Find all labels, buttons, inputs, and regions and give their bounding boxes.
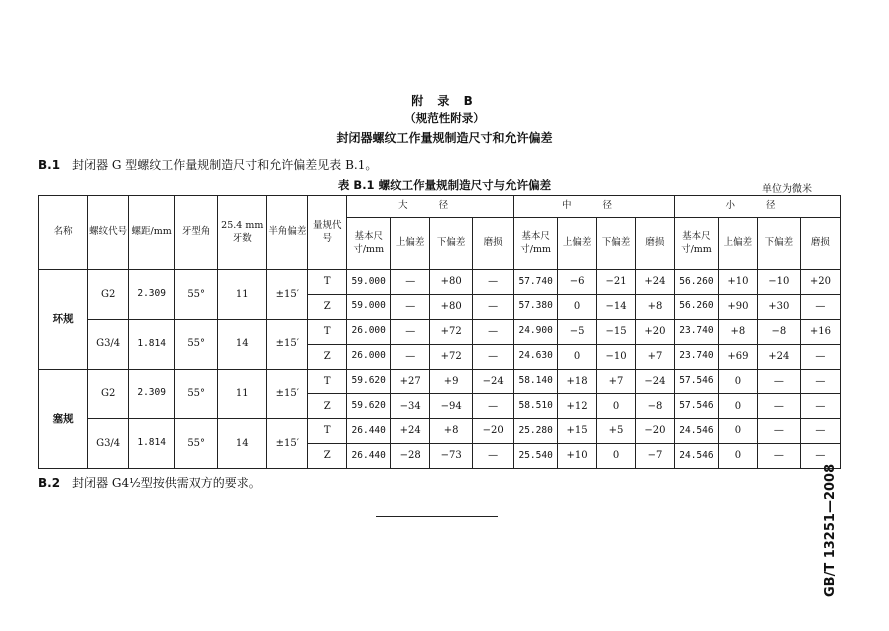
- thread-angle: 55°: [175, 369, 218, 419]
- pitch-diameter-wear: +7: [635, 344, 674, 369]
- major-diameter-basic-size: 59.620: [347, 369, 391, 394]
- minor-diameter-basic-size: 23.740: [674, 319, 718, 344]
- major-diameter-wear: —: [473, 270, 514, 295]
- major-diameter-wear: −24: [473, 369, 514, 394]
- minor-diameter-basic-size: 57.546: [674, 394, 718, 419]
- gauge-code: T: [308, 270, 347, 295]
- major-diameter-wear: −20: [473, 419, 514, 444]
- major-diameter-upper-deviation: —: [391, 294, 430, 319]
- pitch-diameter-basic-size: 57.380: [514, 294, 558, 319]
- thread-code: G3/4: [88, 319, 129, 369]
- minor-diameter-upper-deviation: 0: [718, 369, 757, 394]
- thread-angle: 55°: [175, 270, 218, 320]
- header-pitch-diameter: 中 径: [514, 196, 675, 218]
- gauge-code: T: [308, 369, 347, 394]
- pitch-diameter-upper-deviation: +18: [558, 369, 597, 394]
- header-pitch-basic: 基本尺寸/mm: [514, 218, 558, 270]
- header-minor-upper: 上偏差: [718, 218, 757, 270]
- pitch-diameter-upper-deviation: +10: [558, 444, 597, 469]
- spec-table: [38, 195, 841, 469]
- minor-diameter-wear: —: [800, 394, 840, 419]
- thread-angle: 55°: [175, 419, 218, 469]
- header-name: 名称: [39, 196, 88, 270]
- minor-diameter-upper-deviation: +8: [718, 319, 757, 344]
- major-diameter-upper-deviation: −34: [391, 394, 430, 419]
- major-diameter-lower-deviation: −94: [430, 394, 473, 419]
- header-pitch-lower: 下偏差: [597, 218, 636, 270]
- minor-diameter-upper-deviation: 0: [718, 444, 757, 469]
- gauge-type-name: 塞规: [39, 369, 88, 469]
- major-diameter-lower-deviation: +72: [430, 319, 473, 344]
- major-diameter-wear: —: [473, 444, 514, 469]
- gauge-code: Z: [308, 294, 347, 319]
- header-minor-lower: 下偏差: [757, 218, 800, 270]
- pitch-diameter-wear: +8: [635, 294, 674, 319]
- minor-diameter-lower-deviation: −8: [757, 319, 800, 344]
- table-row: [39, 319, 841, 344]
- standard-number-label: GB/T 13251—2008: [823, 463, 838, 597]
- major-diameter-upper-deviation: —: [391, 344, 430, 369]
- gauge-code: T: [308, 419, 347, 444]
- half-angle-deviation: ±15′: [267, 270, 308, 320]
- pitch-diameter-lower-deviation: −21: [597, 270, 636, 295]
- thread-angle: 55°: [175, 319, 218, 369]
- pitch: 2.309: [129, 369, 175, 419]
- major-diameter-wear: —: [473, 394, 514, 419]
- major-diameter-lower-deviation: +80: [430, 294, 473, 319]
- clause-text: 封闭器 G 型螺纹工作量规制造尺寸和允许偏差见表 B.1。: [72, 158, 378, 172]
- gauge-code: Z: [308, 344, 347, 369]
- header-angle: 牙型角: [175, 196, 218, 270]
- pitch-diameter-wear: −20: [635, 419, 674, 444]
- header-gauge-code: 量规代号: [308, 196, 347, 270]
- major-diameter-upper-deviation: +24: [391, 419, 430, 444]
- unit-note: 单位为微米: [762, 184, 812, 195]
- clause-text: 封闭器 G4½型按供需双方的要求。: [72, 476, 261, 490]
- header-tpi: 25.4 mm牙数: [218, 196, 267, 270]
- header-major-basic: 基本尺寸/mm: [347, 218, 391, 270]
- header-pitch-wear: 磨损: [635, 218, 674, 270]
- pitch-diameter-upper-deviation: +15: [558, 419, 597, 444]
- pitch-diameter-basic-size: 57.740: [514, 270, 558, 295]
- pitch-diameter-basic-size: 58.140: [514, 369, 558, 394]
- threads-per-inch: 14: [218, 319, 267, 369]
- pitch-diameter-basic-size: 25.280: [514, 419, 558, 444]
- major-diameter-lower-deviation: +8: [430, 419, 473, 444]
- header-minor-basic: 基本尺寸/mm: [674, 218, 718, 270]
- major-diameter-lower-deviation: +80: [430, 270, 473, 295]
- major-diameter-basic-size: 26.440: [347, 444, 391, 469]
- pitch-diameter-lower-deviation: 0: [597, 444, 636, 469]
- half-angle-deviation: ±15′: [267, 419, 308, 469]
- minor-diameter-wear: —: [800, 344, 840, 369]
- minor-diameter-wear: +20: [800, 270, 840, 295]
- header-major-diameter: 大 径: [347, 196, 514, 218]
- pitch-diameter-wear: −24: [635, 369, 674, 394]
- minor-diameter-lower-deviation: —: [757, 394, 800, 419]
- half-angle-deviation: ±15′: [267, 369, 308, 419]
- header-pitch-upper: 上偏差: [558, 218, 597, 270]
- major-diameter-upper-deviation: —: [391, 270, 430, 295]
- major-diameter-lower-deviation: −73: [430, 444, 473, 469]
- minor-diameter-lower-deviation: —: [757, 369, 800, 394]
- minor-diameter-lower-deviation: —: [757, 444, 800, 469]
- pitch-diameter-lower-deviation: +7: [597, 369, 636, 394]
- appendix-title: 附 录 B: [411, 94, 478, 108]
- half-angle-deviation: ±15′: [267, 319, 308, 369]
- header-minor-wear: 磨损: [800, 218, 840, 270]
- minor-diameter-lower-deviation: +30: [757, 294, 800, 319]
- pitch-diameter-wear: −8: [635, 394, 674, 419]
- pitch-diameter-upper-deviation: 0: [558, 294, 597, 319]
- minor-diameter-basic-size: 57.546: [674, 369, 718, 394]
- appendix-heading: 封闭器螺纹工作量规制造尺寸和允许偏差: [336, 131, 553, 145]
- clause-number: B.2: [38, 476, 61, 490]
- footer-rule: [376, 516, 498, 517]
- table-row: [39, 270, 841, 295]
- minor-diameter-basic-size: 56.260: [674, 270, 718, 295]
- table-row: [39, 369, 841, 394]
- major-diameter-basic-size: 59.000: [347, 270, 391, 295]
- minor-diameter-wear: —: [800, 294, 840, 319]
- pitch-diameter-lower-deviation: −10: [597, 344, 636, 369]
- pitch-diameter-lower-deviation: −14: [597, 294, 636, 319]
- major-diameter-lower-deviation: +9: [430, 369, 473, 394]
- minor-diameter-upper-deviation: 0: [718, 394, 757, 419]
- thread-code: G3/4: [88, 419, 129, 469]
- pitch-diameter-lower-deviation: +5: [597, 419, 636, 444]
- pitch-diameter-wear: −7: [635, 444, 674, 469]
- pitch-diameter-wear: +24: [635, 270, 674, 295]
- header-major-wear: 磨损: [473, 218, 514, 270]
- major-diameter-basic-size: 26.000: [347, 344, 391, 369]
- minor-diameter-wear: —: [800, 444, 840, 469]
- pitch: 1.814: [129, 419, 175, 469]
- minor-diameter-basic-size: 24.546: [674, 444, 718, 469]
- header-half-angle-dev: 半角偏差: [267, 196, 308, 270]
- minor-diameter-lower-deviation: −10: [757, 270, 800, 295]
- minor-diameter-lower-deviation: —: [757, 419, 800, 444]
- gauge-code: Z: [308, 394, 347, 419]
- threads-per-inch: 11: [218, 270, 267, 320]
- table-caption: 表 B.1 螺纹工作量规制造尺寸与允许偏差: [337, 178, 552, 192]
- pitch-diameter-upper-deviation: −5: [558, 319, 597, 344]
- major-diameter-basic-size: 59.000: [347, 294, 391, 319]
- header-major-lower: 下偏差: [430, 218, 473, 270]
- header-pitch: 螺距/mm: [129, 196, 175, 270]
- major-diameter-wear: —: [473, 294, 514, 319]
- minor-diameter-wear: —: [800, 419, 840, 444]
- thread-code: G2: [88, 270, 129, 320]
- gauge-code: T: [308, 319, 347, 344]
- minor-diameter-lower-deviation: +24: [757, 344, 800, 369]
- minor-diameter-wear: +16: [800, 319, 840, 344]
- gauge-type-name: 环规: [39, 270, 88, 370]
- pitch-diameter-basic-size: 24.630: [514, 344, 558, 369]
- pitch-diameter-wear: +20: [635, 319, 674, 344]
- pitch-diameter-lower-deviation: −15: [597, 319, 636, 344]
- clause-b1: [38, 156, 377, 173]
- major-diameter-wear: —: [473, 319, 514, 344]
- major-diameter-basic-size: 26.000: [347, 319, 391, 344]
- threads-per-inch: 14: [218, 419, 267, 469]
- major-diameter-upper-deviation: +27: [391, 369, 430, 394]
- minor-diameter-upper-deviation: 0: [718, 419, 757, 444]
- header-major-upper: 上偏差: [391, 218, 430, 270]
- pitch-diameter-upper-deviation: +12: [558, 394, 597, 419]
- pitch: 2.309: [129, 270, 175, 320]
- appendix-subtitle: （规范性附录）: [404, 111, 485, 125]
- minor-diameter-upper-deviation: +10: [718, 270, 757, 295]
- table-body: [39, 270, 841, 469]
- pitch-diameter-basic-size: 25.540: [514, 444, 558, 469]
- minor-diameter-basic-size: 24.546: [674, 419, 718, 444]
- thread-code: G2: [88, 369, 129, 419]
- minor-diameter-wear: —: [800, 369, 840, 394]
- pitch-diameter-upper-deviation: −6: [558, 270, 597, 295]
- pitch-diameter-basic-size: 24.900: [514, 319, 558, 344]
- threads-per-inch: 11: [218, 369, 267, 419]
- minor-diameter-basic-size: 56.260: [674, 294, 718, 319]
- pitch-diameter-basic-size: 58.510: [514, 394, 558, 419]
- header-thread-code: 螺纹代号: [88, 196, 129, 270]
- major-diameter-basic-size: 26.440: [347, 419, 391, 444]
- major-diameter-wear: —: [473, 344, 514, 369]
- pitch: 1.814: [129, 319, 175, 369]
- minor-diameter-upper-deviation: +90: [718, 294, 757, 319]
- minor-diameter-basic-size: 23.740: [674, 344, 718, 369]
- pitch-diameter-lower-deviation: 0: [597, 394, 636, 419]
- clause-b2: [38, 474, 261, 491]
- header-minor-diameter: 小 径: [674, 196, 840, 218]
- clause-number: B.1: [38, 158, 61, 172]
- major-diameter-upper-deviation: —: [391, 319, 430, 344]
- major-diameter-lower-deviation: +72: [430, 344, 473, 369]
- table-row: [39, 419, 841, 444]
- major-diameter-basic-size: 59.620: [347, 394, 391, 419]
- major-diameter-upper-deviation: −28: [391, 444, 430, 469]
- pitch-diameter-upper-deviation: 0: [558, 344, 597, 369]
- gauge-code: Z: [308, 444, 347, 469]
- minor-diameter-upper-deviation: +69: [718, 344, 757, 369]
